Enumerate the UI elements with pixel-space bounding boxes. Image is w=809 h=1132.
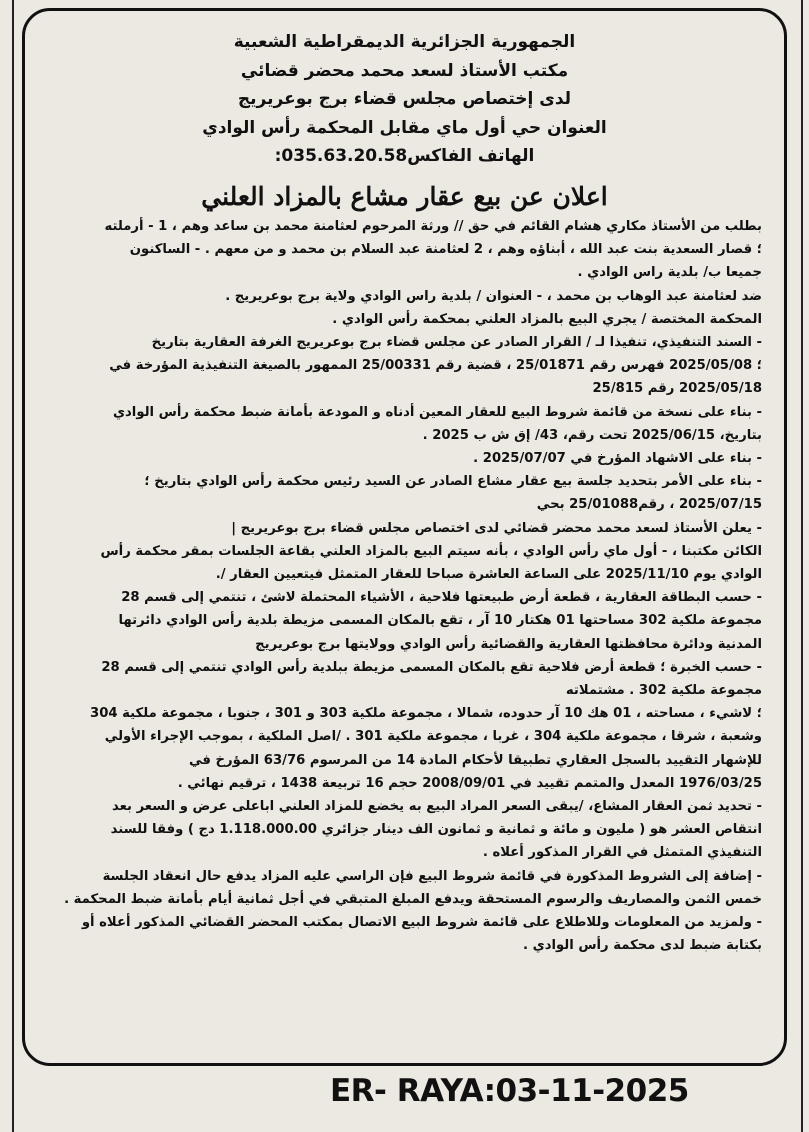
body-line: - يعلن الأستاذ لسعد محمد محضر قضائي لدى اختصاص مجلس قضاء برج بوعريريج | bbox=[231, 520, 762, 536]
header-line-republic: الجمهورية الجزائرية الديمقراطية الشعبية bbox=[233, 32, 576, 52]
body-line: - ولمزيد من المعلومات وللاطلاع على قائمة شروط البيع الاتصال بمكتب المحضر القضائي المذكور أعلاه أو bbox=[81, 915, 762, 931]
body-line: - حسب الخبرة ؛ قطعة أرض فلاحية تقع بالمكان المسمى مزيطة ببلدية رأس الوادي تنتمي إلى قسم 28 bbox=[101, 659, 762, 675]
adjacent-column-border bbox=[0, 0, 14, 1132]
body-line: المحكمة المختصة / يجري البيع بالمزاد العلني بمحكمة رأس الوادي . bbox=[332, 311, 762, 327]
body-line: التنفيذي المتمثل في القرار المذكور أعلاه . bbox=[482, 845, 762, 861]
body-line: بطلب من الأستاذ مكاري هشام القائم في حق // ورثة المرحوم لعثامنة محمد بن ساعد وهم ، 1 - أرملته bbox=[104, 219, 762, 234]
header-line-office: مكتب الأستاذ لسعد محمد محضر قضائي bbox=[240, 60, 569, 81]
notice-body bbox=[38, 215, 762, 958]
body-line: ؛ قصار السعدية بنت عبد الله ، أبناؤه وهم ، 2 لعثامنة عبد السلام بن محمد و من معهم . - الساكنون bbox=[129, 242, 762, 258]
body-line: - إضافة إلى الشروط المذكورة في قائمة شروط البيع فإن الراسي عليه المزاد يدفع حال انعقاد الجلسة bbox=[102, 868, 762, 884]
body-line: بكتابة ضبط لدى محكمة رأس الوادي . bbox=[523, 938, 762, 954]
notice-title: اعلان عن بيع عقار مشاع بالمزاد العلني bbox=[201, 182, 608, 211]
body-line: - بناء على الأمر بتحديد جلسة بيع عقار مشاع الصادر عن السيد رئيس محكمة رأس الوادي بتاريخ ؛ bbox=[144, 474, 762, 490]
header-line-address: العنوان حي أول ماي مقابل المحكمة رأس الوادي bbox=[202, 117, 607, 138]
body-line: انتقاص العشر هو ( مليون و مائة و ثمانية و ثمانون الف دينار جزائري 1.118.000.00 دج ) وفقا للسند bbox=[110, 822, 762, 838]
body-line: جميعا ب/ بلدية راس الوادي . bbox=[577, 265, 762, 281]
body-line: ضد لعثامنة عبد الوهاب بن محمد ، - العنوان / بلدية راس الوادي ولاية برج بوعريريج . bbox=[225, 288, 762, 304]
body-line: 2025/05/18 رقم 25/815 bbox=[592, 381, 762, 397]
body-line: مجموعة ملكية 302 . مشتملاته bbox=[565, 683, 762, 699]
body-line: الكائن مكتبنا ، - أول ماي رأس الوادي ، بأنه سيتم البيع بالمزاد العلني بقاعة الجلسات بمقر محكمة رأس bbox=[100, 543, 762, 559]
body-line: 1976/03/25 المعدل والمتمم تقييد في 2008/09/01 حجم 16 تربيعة 1438 ، ترقيم نهائي . bbox=[177, 775, 762, 791]
body-line: ؛ 2025/05/08 فهرس رقم 25/01871 ، قضية رقم 25/00331 الممهور بالصيغة التنفيذية المؤرخة في bbox=[109, 358, 762, 374]
body-line: - تحديد ثمن العقار المشاع، /يبقى السعر المراد البيع به يخضع للمزاد العلني اباعلى عرض و السعر بعد bbox=[111, 799, 762, 815]
body-line: - بناء على الاشهاد المؤرخ في 2025/07/07 . bbox=[473, 451, 762, 467]
body-line: بتاريخ، 2025/06/15 تحت رقم، 43/ إق ش ب 2025 . bbox=[422, 427, 762, 443]
body-line: خمس الثمن والمصاريف والرسوم المستحقة ويدفع المبلغ المتبقي في أجل ثمانية أيام بأمانة ضبط المحكمة . bbox=[64, 891, 762, 907]
body-line: 2025/07/15 ، رقم25/01088 بحي bbox=[536, 497, 762, 513]
body-line: - السند التنفيذي، تنفيذا لـ / القرار الصادر عن مجلس قضاء برج بوعريريج الغرفة العقارية بتاريخ bbox=[151, 335, 762, 351]
body-line: المدنية ودائرة محافظتها العقارية والقضائية رأس الوادي وولايتها برج بوعريريج bbox=[255, 636, 762, 652]
notice-header bbox=[40, 28, 769, 171]
header-line-jurisdiction: لدى إختصاص مجلس قضاء برج بوعريريج bbox=[237, 89, 572, 109]
adjacent-column-border-right bbox=[801, 0, 809, 1132]
body-line: للإشهار التقييد بالسجل العقاري تطبيقا لأحكام المادة 14 من المرسوم 63/76 المؤرخ في bbox=[188, 752, 762, 768]
body-line: الوادي يوم 2025/11/10 على الساعة العاشرة صباحا للعقار المتمثل فيتعيين العقار /. bbox=[215, 567, 762, 583]
body-line: - حسب البطاقة العقارية ، قطعة أرض طبيعتها فلاحية ، الأشياء المحتملة لاشئ ، تنتمي إلى قسم 28 bbox=[121, 590, 762, 606]
header-line-phone-fax: الهاتف الفاكس035.63.20.58: bbox=[274, 146, 535, 166]
body-line: وشعبة ، شرقا ، مجموعة ملكية 304 ، غربا ، مجموعة ملكية 301 . /اصل الملكية ، بموجب الإجراء الأولي bbox=[104, 729, 762, 745]
body-line: - بناء على نسخة من قائمة شروط البيع للعقار المعين أدناه و المودعة بأمانة ضبط محكمة رأس الوادي bbox=[112, 404, 762, 420]
body-line: ؛ لاشيء ، مساحته ، 01 هك 10 آر حدوده، شمالا ، مجموعة ملكية 303 و 301 ، جنوبا ، مجموعة ملكية 304 bbox=[90, 706, 762, 722]
body-line: مجموعة ملكية 302 مساحتها 01 هكتار 10 آر ، تقع بالمكان المسمى مزيطة بلدية رأس الوادي دائرتها bbox=[118, 613, 762, 629]
publication-footer: ER- RAYA:03-11-2025 bbox=[330, 1073, 689, 1109]
